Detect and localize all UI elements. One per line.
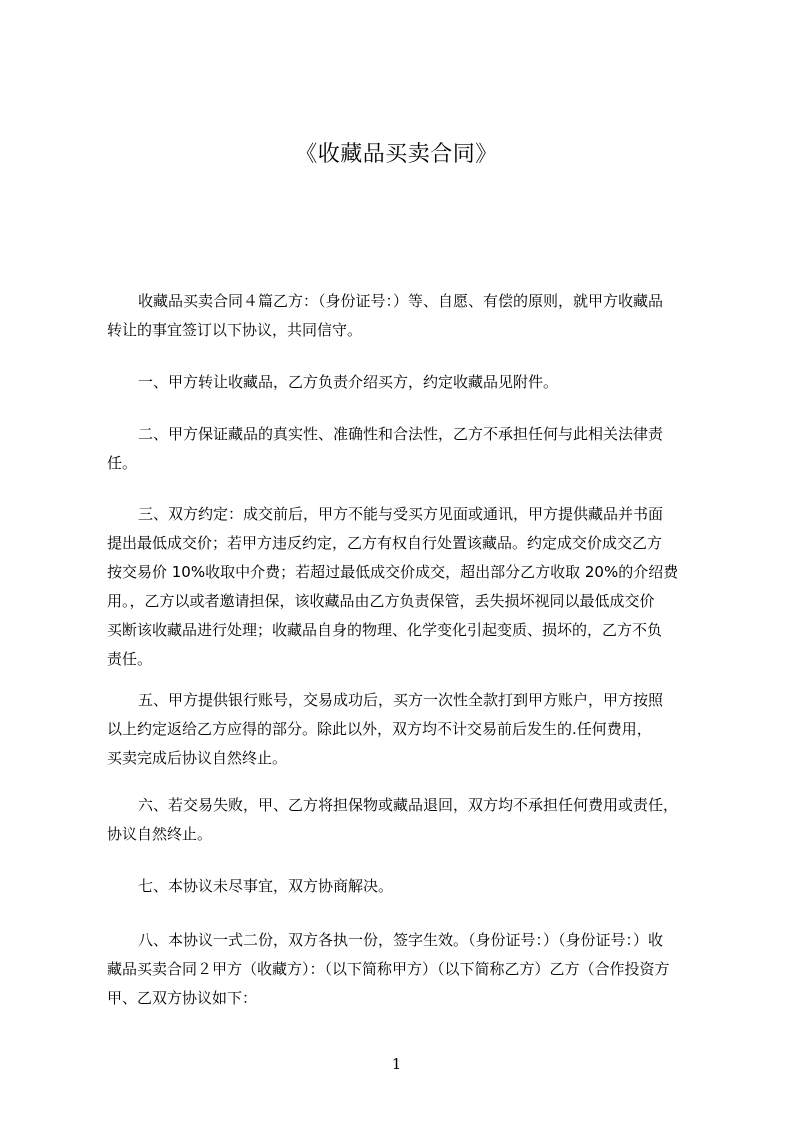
paragraph-line: 以上约定返给乙方应得的部分。除此以外，双方均不计交易前后发生的.任何费用， <box>107 720 652 738</box>
paragraph-clause-7 <box>107 872 703 901</box>
paragraph-line: 按交易价 10%收取中介费；若超过最低成交价成交，超出部分乙方收取 20%的介绍费 <box>107 563 679 581</box>
paragraph-line: 用。，乙方以或者邀请担保，该收藏品由乙方负责保管，丢失损坏视同以最低成交价 <box>107 592 655 610</box>
paragraph-line: 买断该收藏品进行处理；收藏品自身的物理、化学变化引起变质、损坏的，乙方不负 <box>107 621 663 639</box>
paragraph-line: 二、甲方保证藏品的真实性、准确性和合法性，乙方不承担任何与此相关法律责 <box>138 425 664 443</box>
paragraph-line: 任。 <box>107 454 138 472</box>
paragraph-line: 收藏品买卖合同４篇乙方：（身份证号：）等、自愿、有偿的原则，就甲方收藏品 <box>138 292 664 310</box>
paragraph-line: 五、甲方提供银行账号，交易成功后，买方一次性全款打到甲方账户，甲方按照 <box>138 691 664 709</box>
paragraph-line: 藏品买卖合同２甲方（收藏方）：（以下简称甲方）（以下简称乙方）乙方（合作投资方 <box>107 960 670 978</box>
paragraph-clause-3 <box>107 500 703 674</box>
paragraph-line: 八、本协议一式二份，双方各执一份，签字生效。（身份证号：）（身份证号：）收 <box>138 931 664 949</box>
paragraph-line: 提出最低成交价；若甲方违反约定，乙方有权自行处置该藏品。约定成交价成交乙方 <box>107 534 663 552</box>
paragraph-intro <box>107 287 703 345</box>
paragraph-line: 一、甲方转让收藏品，乙方负责介绍买方，约定收藏品见附件。 <box>138 373 559 391</box>
paragraph-line: 甲、乙双方协议如下： <box>107 989 258 1007</box>
paragraph-line: 转让的事宜签订以下协议，共同信守。 <box>107 321 363 339</box>
paragraph-clause-6 <box>107 791 703 849</box>
paragraph-line: 七、本协议未尽事宜，双方协商解决。 <box>138 877 394 895</box>
page-title: 《收藏品买卖合同》 <box>295 142 498 167</box>
paragraph-line: 责任。 <box>107 650 153 668</box>
paragraph-line: 六、若交易失败，甲、乙方将担保物或藏品退回，双方均不承担任何费用或责任， <box>138 796 679 814</box>
paragraph-clause-2 <box>107 420 703 478</box>
paragraph-clause-5 <box>107 686 703 773</box>
paragraph-line: 三、双方约定：成交前后，甲方不能与受买方见面或通讯，甲方提供藏品并书面 <box>138 505 664 523</box>
paragraph-clause-8 <box>107 926 703 1013</box>
paragraph-line: 协议自然终止。 <box>107 825 213 843</box>
page-number: 1 <box>391 1055 402 1073</box>
paragraph-clause-1 <box>107 368 703 397</box>
paragraph-line: 买卖完成后协议自然终止。 <box>107 749 288 767</box>
